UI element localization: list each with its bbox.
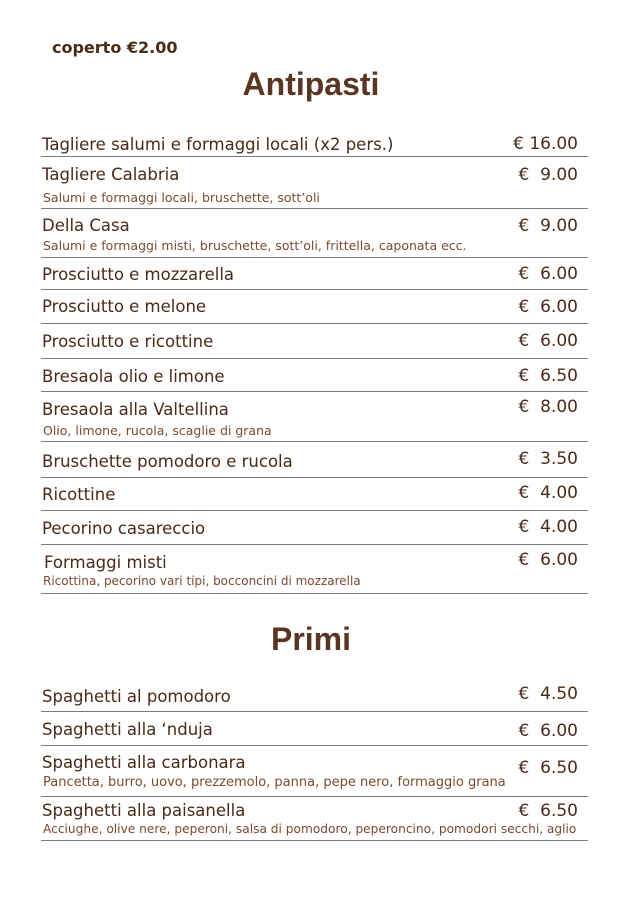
menu-item xyxy=(41,510,588,545)
item-name: Prosciutto e mozzarella xyxy=(42,265,235,284)
item-name: Spaghetti al pomodoro xyxy=(42,687,231,706)
item-price: € 6.00 xyxy=(518,264,578,284)
item-name: Spaghetti alla carbonara xyxy=(42,753,246,772)
item-price: € 4.00 xyxy=(518,517,578,537)
menu-item xyxy=(41,441,588,478)
menu-item xyxy=(41,745,588,797)
menu-item xyxy=(41,130,588,157)
item-name: Bresaola alla Valtellina xyxy=(42,400,229,419)
menu-item xyxy=(41,156,588,209)
item-price: € 3.50 xyxy=(518,449,578,469)
menu-item xyxy=(41,323,588,359)
item-price: € 6.50 xyxy=(518,801,578,821)
item-price: € 6.00 xyxy=(518,550,578,570)
item-price: € 4.50 xyxy=(518,684,578,704)
item-name: Della Casa xyxy=(42,216,130,235)
item-price: € 6.00 xyxy=(518,297,578,317)
menu-item xyxy=(41,796,588,841)
item-description: Salumi e formaggi locali, bruschette, sott’oli xyxy=(43,190,320,205)
item-price: € 6.50 xyxy=(518,366,578,386)
item-name: Bruschette pomodoro e rucola xyxy=(42,452,293,471)
item-name: Spaghetti alla paisanella xyxy=(42,801,246,820)
item-price: € 6.00 xyxy=(518,331,578,351)
section-title-primi: Primi xyxy=(270,621,352,657)
item-name: Prosciutto e melone xyxy=(42,297,207,316)
menu-item xyxy=(41,711,588,746)
item-description: Ricottina, pecorino vari tipi, bocconcini di mozzarella xyxy=(43,574,361,588)
item-name: Bresaola olio e limone xyxy=(42,367,225,386)
item-price: € 9.00 xyxy=(518,165,578,185)
item-name: Ricottine xyxy=(42,485,116,504)
item-name: Prosciutto e ricottine xyxy=(42,332,214,351)
item-name: Spaghetti alla ‘nduja xyxy=(42,720,213,739)
item-price: € 4.00 xyxy=(518,483,578,503)
item-description: Salumi e formaggi misti, bruschette, sott’oli, frittella, caponata ecc. xyxy=(43,238,467,253)
item-name: Tagliere Calabria xyxy=(42,165,180,184)
item-price: € 6.50 xyxy=(518,758,578,778)
menu-item xyxy=(41,477,588,511)
item-price: € 16.00 xyxy=(513,134,578,154)
cover-charge: coperto €2.00 xyxy=(52,38,178,57)
item-name: Formaggi misti xyxy=(44,553,167,572)
item-price: € 6.00 xyxy=(518,721,578,741)
section-title-antipasti: Antipasti xyxy=(242,66,380,102)
item-description: Acciughe, olive nere, peperoni, salsa di pomodoro, peperoncino, pomodori secchi, aglio xyxy=(43,822,577,836)
item-price: € 8.00 xyxy=(518,397,578,417)
item-name: Tagliere salumi e formaggi locali (x2 pers.) xyxy=(42,135,394,154)
menu-item xyxy=(41,358,588,392)
item-price: € 9.00 xyxy=(518,216,578,236)
menu-item xyxy=(41,257,588,290)
menu-item xyxy=(41,678,588,712)
menu-item xyxy=(41,391,588,442)
menu-item xyxy=(41,289,588,324)
item-description: Olio, limone, rucola, scaglie di grana xyxy=(43,423,272,438)
item-description: Pancetta, burro, uovo, prezzemolo, panna, pepe nero, formaggio grana xyxy=(43,775,506,790)
menu-item xyxy=(41,208,588,258)
item-name: Pecorino casareccio xyxy=(42,519,206,538)
menu-item xyxy=(41,544,588,594)
